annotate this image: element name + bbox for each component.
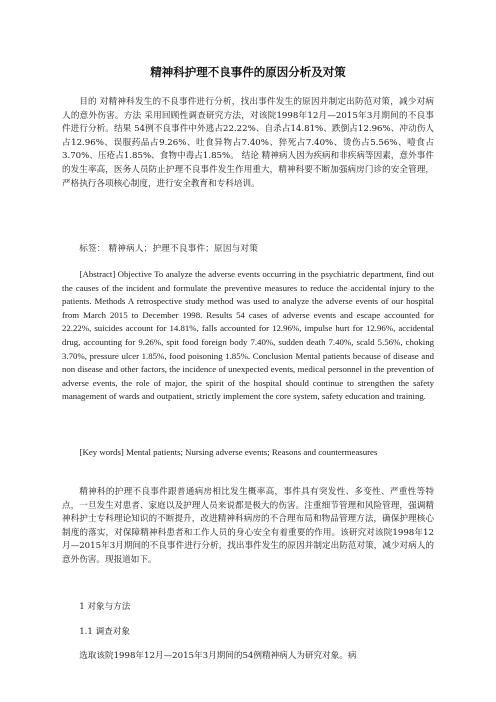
paper-title: 精神科护理不良事件的原因分析及对策	[150, 65, 346, 79]
introduction-paragraph: 精神科的护理不良事件跟普通病房相比发生概率高，事件具有突发性、多变性、严重性等特点，一旦发生对患者、家庭以及护理人员来说都是极大的伤害。注重细节管理和风险管理，强调精神科护士专科理论知识的不断提升，改进精神科病房的不合理布局和物品管理方法，确保护理核心制度的落实，对保障精神科患者和工作人员的身心安全有着重要的作用。该研究对该院1998年12月—2015年3月期间的不良事件进行分析，找出事件发生的原因并制定出防范对策，减少对病人的意外伤害。现报道如下。	[62, 487, 434, 565]
keywords-english: [Key words] Mental patients; Nursing adverse events; Reasons and countermeasures	[79, 447, 378, 457]
section-heading-1-1: 1.1 调查对象	[79, 627, 130, 637]
keywords-chinese: 标签： 精神病人；护理不良事件；原因与对策	[79, 244, 258, 254]
abstract-english: [Abstract] Objective To analyze the adverse events occurring in the psychiatric department, find out the causes of the incident and formulate the preventive measures to reduce the accidental injury to the patients. Methods A retrospective study method was used to analyze the adverse events of our hospital from March 2015 to December 1998. Results 54 cases of adverse events and escape accounted for 22.22%, suicides account for 14.81%, falls accounted for 12.96%, impulse hurt for 12.96%, accidental drug, accounting for 9.26%, spit food foreign body 7.40%, sudden death 7.40%, scald 5.56%, choking 3.70%, pressure ulcer 1.85%, food poisoning 1.85%. Conclusion Mental patients because of disease and non disease and other factors, the incidence of unexpected events, medical personnel in the prevention of adverse events, the role of major, the spirit of the hospital should continue to strengthen the safety management of wards and outpatient, strictly implement the core system, safety education and training.	[62, 269, 434, 402]
section-1-1-text: 选取该院1998年12月—2015年3月期间的54例精神病人为研究对象。病	[79, 651, 357, 661]
abstract-chinese: 目的 对精神科发生的不良事件进行分析，找出事件发生的原因并制定出防范对策，减少对病人的意外伤害。方法 采用回顾性调查研究方法，对该院1998年12月—2015年3月期间的不良事件进行分析。结果 54例不良事件中外逃占22.22%、自杀占14.81%、跌倒占12.96%、冲动伤人占12.96%、误服药品占9.26%、吐食异物占7.40%、猝死占7.40%、烫伤占5.56%、噎食占3.70%、压疮占1.85%、食物中毒占1.85%。 结论 精神病人因为疾病和非疾病等因素，意外事件的发生率高，医务人员防止护理不良事件发生作用重大，精神科要不断加强病房门诊的安全管理，严格执行各项核心制度，进行安全教育和专科培训。	[62, 97, 434, 189]
section-heading-1: 1 对象与方法	[79, 602, 131, 612]
